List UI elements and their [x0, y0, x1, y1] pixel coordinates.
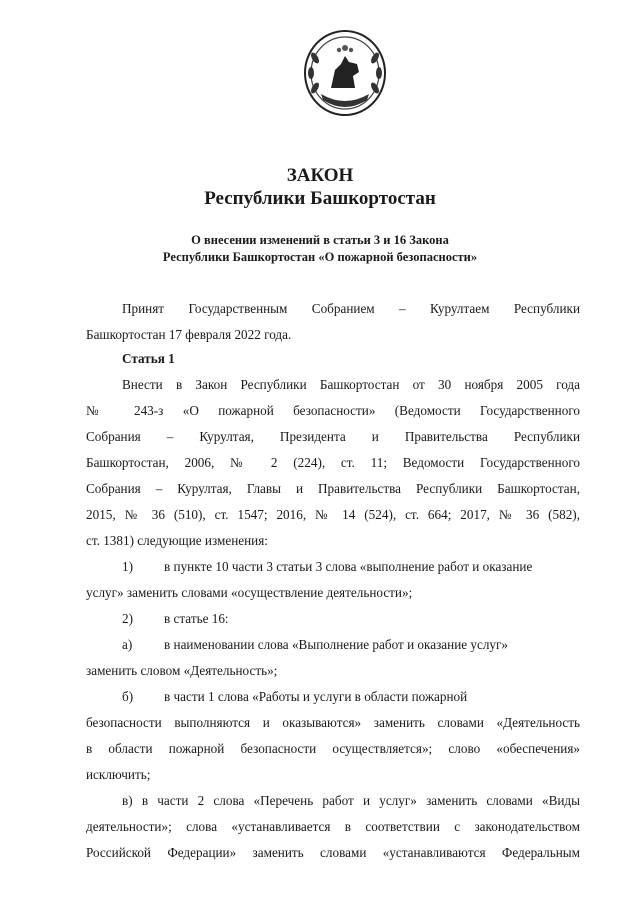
article-1 [86, 346, 580, 866]
article-text-line: ст. 1381) следующие изменения: [86, 533, 268, 548]
document-title-republic: Республики Башкортостан [204, 188, 436, 209]
item-text: в пункте 10 части 3 статьи 3 слова «выполнение работ и оказание [164, 559, 533, 574]
item-text-line: исключить; [86, 767, 151, 782]
article-heading: Статья 1 [122, 351, 175, 366]
adoption-line: Башкортостан 17 февраля 2022 года. [86, 327, 292, 342]
list-item-b [86, 684, 580, 710]
adoption-statement [86, 296, 580, 348]
document-subtitle-line2: Республики Башкортостан «О пожарной безопасности» [162, 250, 478, 264]
article-text-line: № 243-з «О пожарной безопасности» (Ведомости Государственного [86, 403, 580, 418]
item-text-line: в области пожарной безопасности осуществляется»; слово «обеспечения» [86, 741, 580, 756]
document-title: ЗАКОН [286, 165, 354, 186]
list-item-2 [86, 606, 580, 632]
article-text-line: Внести в Закон Республики Башкортостан от 30 ноября 2005 года [122, 377, 580, 392]
item-marker: 2) [122, 611, 133, 626]
item-text-line: деятельности»; слова «устанавливается в соответствии с законодательством [86, 819, 580, 834]
list-item-v: в) в части 2 слова «Перечень работ и услуг» заменить словами «Виды [122, 793, 580, 808]
bashkortostan-coat-of-arms-icon [301, 28, 389, 122]
list-item-1 [86, 554, 580, 580]
item-text-line: заменить словом «Деятельность»; [86, 663, 278, 678]
item-text: в части 1 слова «Работы и услуги в области пожарной [164, 689, 468, 704]
article-text-line: Собрания – Курултая, Президента и Правительства Республики [86, 429, 580, 444]
item-text: в статье 16: [164, 611, 229, 626]
item-text-line: услуг» заменить словами «осуществление деятельности»; [86, 585, 413, 600]
document-subtitle-line1: О внесении изменений в статьи 3 и 16 Закона [191, 233, 449, 247]
list-item-a [86, 632, 580, 658]
article-text-line: Башкортостан, 2006, № 2 (224), ст. 11; Ведомости Государственного [86, 455, 580, 470]
item-text-line: Российской Федерации» заменить словами «устанавливаются Федеральным [86, 845, 580, 860]
item-marker: б) [122, 689, 134, 704]
article-text-line: 2015, № 36 (510), ст. 1547; 2016, № 14 (524), ст. 664; 2017, № 36 (582), [86, 507, 580, 522]
item-marker: 1) [122, 559, 133, 574]
item-text-line: безопасности выполняются и оказываются» заменить словами «Деятельность [86, 715, 580, 730]
adoption-line: Принят Государственным Собранием – Курултаем Республики [122, 301, 580, 316]
item-text: в наименовании слова «Выполнение работ и оказание услуг» [164, 637, 509, 652]
item-marker: а) [122, 637, 133, 652]
article-text-line: Собрания – Курултая, Главы и Правительства Республики Башкортостан, [86, 481, 580, 496]
